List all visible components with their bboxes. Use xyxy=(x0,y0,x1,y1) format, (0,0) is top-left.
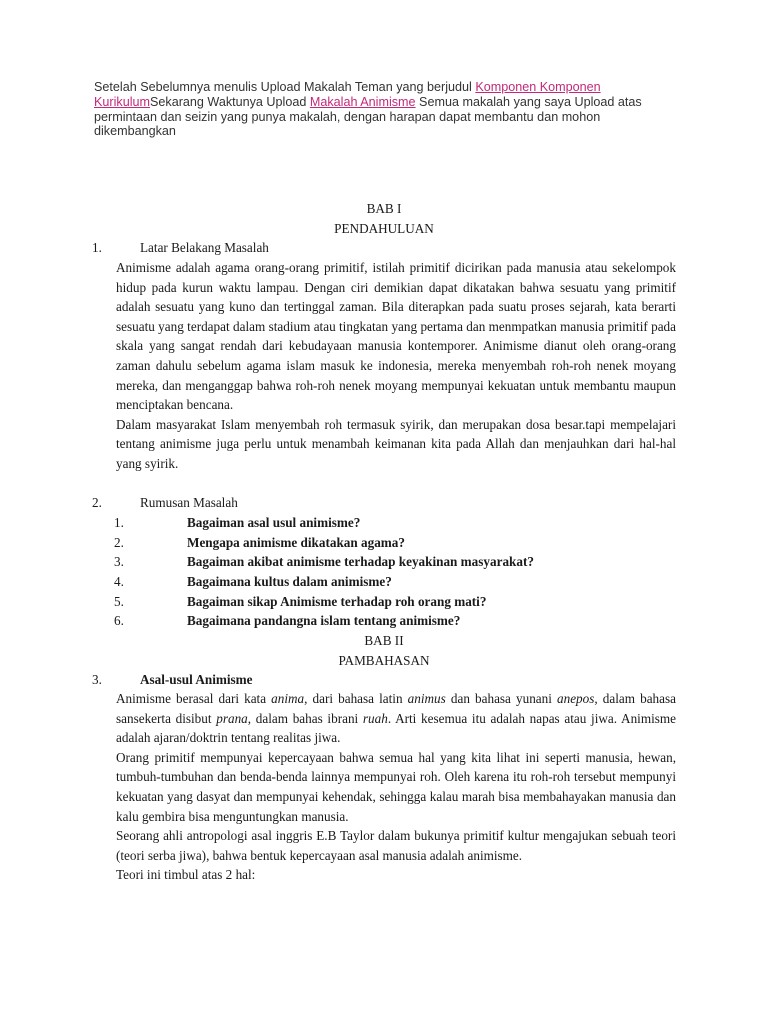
chapter-title: BAB II xyxy=(364,633,404,648)
section-number: 1. xyxy=(92,240,102,255)
question-text: Bagaiman akibat animisme terhadap keyakinan masyarakat? xyxy=(187,554,534,569)
link-komponen-kurikulum[interactable]: Komponen Komponen Kurikulum xyxy=(94,80,601,109)
section-title: Latar Belakang Masalah xyxy=(140,240,269,255)
question-text: Bagaiman asal usul animisme? xyxy=(187,515,361,530)
text-run: dan bahasa yunani xyxy=(445,691,558,706)
paragraph: Animisme adalah agama orang-orang primitif, istilah primitif dicirikan pada manusia atau sekelompok hidup pada kurun waktu lampau. Dengan ciri demikian dapat dikatakan bahwa sesuatu yang primitif adalah sesuatu yang kuno dan tertinggal zaman. Bila diterapkan pada suatu proses sejarah, kata berarti sesuatu yang terdapat dalam stadium atau tingkatan yang pertama dan menmpatkan manusia primitif pada skala yang sangat rendah dari kebudayaan manusia kontemporer. Animisme dianut oleh orang-orang zaman dahulu sebelum agama islam masuk ke indonesia, mereka menyembah roh-roh nenek moyang mereka, dan menganggap bahwa roh-roh nenek moyang mempunyai kekuatan untuk membantu maupun menciptakan bencana. xyxy=(116,260,676,413)
text-run: , dari bahasa latin xyxy=(304,691,408,706)
section-number: 3. xyxy=(92,672,102,687)
intro-text: Sekarang Waktunya Upload xyxy=(150,94,310,109)
intro-text: Setelah Sebelumnya menulis Upload Makalah Teman yang berjudul xyxy=(94,80,476,94)
paragraph: Teori ini timbul atas 2 hal: xyxy=(116,867,256,883)
paragraph: Orang primitif mempunyai kepercayaan bahwa semua hal yang kita lihat ini seperti manusia, hewan, tumbuh-tumbuhan dan benda-benda lainnya mempunyai roh. Oleh karena itu roh-roh tersebut mempunyi kekuatan yang dasyat dan mempunyai kehendak, sehingga kalau marah bisa membahayakan manusia dan kalu gembira bisa menguntungkan manusia. xyxy=(116,749,676,824)
paragraph: Seorang ahli antropologi asal inggris E.B Taylor dalam bukunya primitif kultur mengajukan sebuah teori (teori serba jiwa), bahwa bentuk kepercayaan asal manusia adalah animisme. xyxy=(116,828,676,863)
text-run: Animisme berasal dari kata xyxy=(116,691,272,706)
section-body xyxy=(116,258,676,474)
intro-text: Semua makalah yang saya Upload atas permintaan dan seizin yang punya makalah, dengan harapan dapat membantu dan mohon dikembangkan xyxy=(94,94,642,139)
text-run: , dalam bahas ibrani xyxy=(247,710,363,726)
chapter-title: BAB I xyxy=(366,201,402,216)
paragraph: Dalam masyarakat Islam menyembah roh termasuk syirik, dan merupakan dosa besar.tapi mempelajari tentang animisme juga perlu untuk menambah keimanan kita pada Allah dan menjauhkan dari hal-hal yang syirik. xyxy=(116,416,676,471)
italic-term: animus xyxy=(407,691,446,706)
intro-paragraph xyxy=(94,80,684,139)
italic-term: prana xyxy=(216,710,248,726)
section-title: Asal-usul Animisme xyxy=(140,672,253,687)
chapter-subtitle: PENDAHULUAN xyxy=(334,221,434,236)
question-text: Bagaimana pandangna islam tentang animisme? xyxy=(187,613,461,628)
italic-term: anima xyxy=(271,691,305,706)
link-makalah-animisme[interactable]: Makalah Animisme xyxy=(309,94,416,109)
question-text: Bagaimana kultus dalam animisme? xyxy=(187,574,392,589)
list-number: 1. xyxy=(114,515,124,530)
section-title: Rumusan Masalah xyxy=(140,495,238,510)
list-number: 3. xyxy=(114,554,124,569)
list-number: 5. xyxy=(114,594,124,609)
paragraph xyxy=(116,689,676,748)
text-run: . Arti kesemua itu adalah napas atau jiwa. Animisme adalah ajaran/doktrin tentang realitas jiwa. xyxy=(116,710,676,746)
question-text: Mengapa animisme dikatakan agama? xyxy=(187,535,405,550)
chapter-subtitle: PAMBAHASAN xyxy=(338,653,430,668)
list-number: 4. xyxy=(114,574,124,589)
list-number: 6. xyxy=(114,613,124,628)
section-number: 2. xyxy=(92,495,102,510)
question-text: Bagaiman sikap Animisme terhadap roh orang mati? xyxy=(187,594,487,609)
italic-term: ruah xyxy=(362,710,388,726)
text-run: , dalam bahasa sansekerta disibut xyxy=(116,691,676,726)
italic-term: anepos xyxy=(557,691,595,706)
list-number: 2. xyxy=(114,535,124,550)
section-body xyxy=(116,689,676,885)
